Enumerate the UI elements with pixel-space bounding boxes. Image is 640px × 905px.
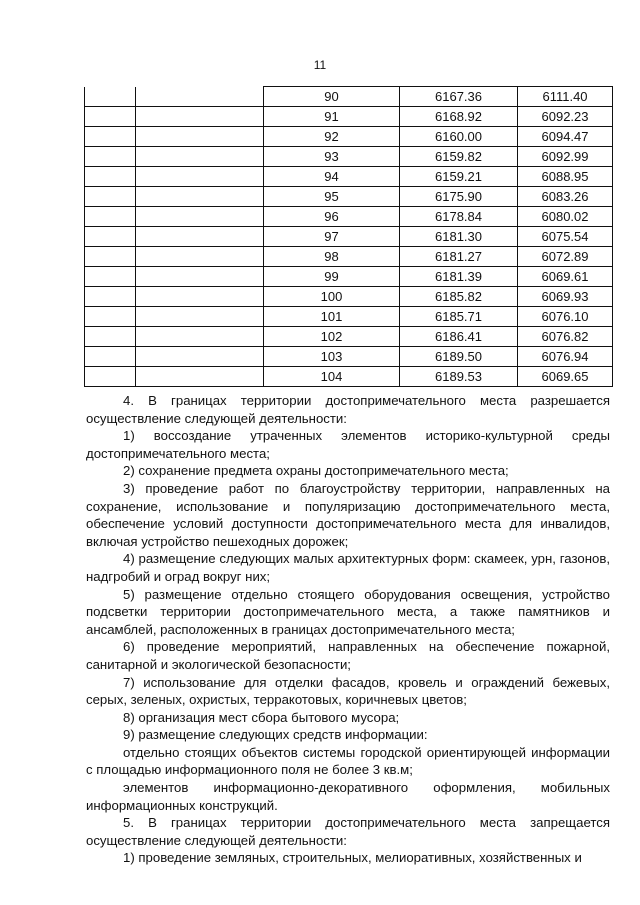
point-number-cell: 103 — [264, 347, 400, 367]
x-coordinate-cell: 6168.92 — [400, 107, 518, 127]
x-coordinate-cell: 6189.53 — [400, 367, 518, 387]
point-number-cell: 97 — [264, 227, 400, 247]
table-row — [85, 167, 613, 187]
empty-cell — [85, 107, 136, 127]
x-coordinate-cell: 6181.30 — [400, 227, 518, 247]
x-coordinate-cell: 6159.21 — [400, 167, 518, 187]
empty-cell — [85, 207, 136, 227]
y-coordinate-cell: 6076.82 — [518, 327, 613, 347]
empty-cell — [136, 167, 264, 187]
empty-cell — [85, 267, 136, 287]
paragraph: 5) размещение отдельно стоящего оборудования освещения, устройство подсветки территории достопримечательного места, а также памятников и ансамблей, расположенных в границах достопримечательного места; — [86, 586, 610, 637]
y-coordinate-cell: 6088.95 — [518, 167, 613, 187]
y-coordinate-cell: 6080.02 — [518, 207, 613, 227]
empty-cell — [85, 367, 136, 387]
empty-cell — [136, 327, 264, 347]
empty-cell — [136, 287, 264, 307]
point-number-cell: 90 — [264, 87, 400, 107]
empty-cell — [136, 367, 264, 387]
x-coordinate-cell: 6186.41 — [400, 327, 518, 347]
y-coordinate-cell: 6076.94 — [518, 347, 613, 367]
x-coordinate-cell: 6175.90 — [400, 187, 518, 207]
empty-cell — [85, 307, 136, 327]
point-number-cell: 95 — [264, 187, 400, 207]
paragraph: 1) проведение земляных, строительных, мелиоративных, хозяйственных и — [123, 850, 582, 866]
point-number-cell: 94 — [264, 167, 400, 187]
empty-cell — [85, 287, 136, 307]
empty-cell — [136, 127, 264, 147]
y-coordinate-cell: 6069.65 — [518, 367, 613, 387]
paragraph: 9) размещение следующих средств информации: — [123, 727, 428, 743]
empty-cell — [136, 207, 264, 227]
empty-cell — [136, 247, 264, 267]
y-coordinate-cell: 6111.40 — [518, 87, 613, 107]
paragraph: 8) организация мест сбора бытового мусора; — [123, 709, 400, 725]
empty-cell — [136, 107, 264, 127]
x-coordinate-cell: 6181.27 — [400, 247, 518, 267]
table-row — [85, 107, 613, 127]
empty-cell — [136, 87, 264, 107]
point-number-cell: 99 — [264, 267, 400, 287]
empty-cell — [136, 347, 264, 367]
point-number-cell: 101 — [264, 307, 400, 327]
paragraph: 1) воссоздание утраченных элементов историко-культурной среды достопримечательного места; — [86, 428, 610, 461]
table-row — [85, 187, 613, 207]
empty-cell — [85, 327, 136, 347]
empty-cell — [85, 147, 136, 167]
table-row — [85, 207, 613, 227]
table-row — [85, 367, 613, 387]
table-row — [85, 247, 613, 267]
paragraph: элементов информационно-декоративного оформления, мобильных информационных конструкций. — [86, 780, 610, 813]
coordinates-table — [84, 86, 613, 387]
x-coordinate-cell: 6181.39 — [400, 267, 518, 287]
point-number-cell: 100 — [264, 287, 400, 307]
y-coordinate-cell: 6072.89 — [518, 247, 613, 267]
paragraph: 4. В границах территории достопримечательного места разрешается осуществление следующей деятельности: — [86, 393, 610, 426]
empty-cell — [85, 127, 136, 147]
table-row — [85, 287, 613, 307]
document-text — [86, 392, 610, 867]
empty-cell — [136, 147, 264, 167]
empty-cell — [136, 187, 264, 207]
table-row — [85, 227, 613, 247]
coordinates-table-body — [85, 87, 613, 387]
empty-cell — [136, 307, 264, 327]
point-number-cell: 104 — [264, 367, 400, 387]
paragraph: 7) использование для отделки фасадов, кровель и ограждений бежевых, серых, зеленых, охристых, терракотовых, коричневых цветов; — [86, 674, 610, 708]
empty-cell — [136, 267, 264, 287]
table-row — [85, 147, 613, 167]
x-coordinate-cell: 6159.82 — [400, 147, 518, 167]
table-row — [85, 127, 613, 147]
empty-cell — [85, 187, 136, 207]
page-number: 11 — [313, 58, 327, 72]
paragraph: 3) проведение работ по благоустройству территории, направленных на сохранение, использование и популяризацию достопримечательного места, обеспечение условий доступности достопримечательного места для инвалидов, включая устройство пешеходных дорожек; — [86, 480, 610, 549]
y-coordinate-cell: 6075.54 — [518, 227, 613, 247]
table-row — [85, 87, 613, 107]
paragraph: 5. В границах территории достопримечательного места запрещается осуществление следующей деятельности: — [86, 815, 610, 848]
point-number-cell: 92 — [264, 127, 400, 147]
paragraph: 6) проведение мероприятий, направленных на обеспечение пожарной, санитарной и экологической безопасности; — [86, 639, 610, 672]
point-number-cell: 91 — [264, 107, 400, 127]
x-coordinate-cell: 6185.82 — [400, 287, 518, 307]
empty-cell — [85, 167, 136, 187]
y-coordinate-cell: 6092.99 — [518, 147, 613, 167]
empty-cell — [85, 347, 136, 367]
x-coordinate-cell: 6160.00 — [400, 127, 518, 147]
y-coordinate-cell: 6094.47 — [518, 127, 613, 147]
empty-cell — [136, 227, 264, 247]
y-coordinate-cell: 6069.61 — [518, 267, 613, 287]
empty-cell — [85, 247, 136, 267]
point-number-cell: 102 — [264, 327, 400, 347]
x-coordinate-cell: 6189.50 — [400, 347, 518, 367]
y-coordinate-cell: 6076.10 — [518, 307, 613, 327]
point-number-cell: 96 — [264, 207, 400, 227]
empty-cell — [85, 227, 136, 247]
table-row — [85, 307, 613, 327]
x-coordinate-cell: 6167.36 — [400, 87, 518, 107]
table-row — [85, 347, 613, 367]
x-coordinate-cell: 6185.71 — [400, 307, 518, 327]
table-row — [85, 327, 613, 347]
y-coordinate-cell: 6092.23 — [518, 107, 613, 127]
y-coordinate-cell: 6069.93 — [518, 287, 613, 307]
point-number-cell: 93 — [264, 147, 400, 167]
paragraph: отдельно стоящих объектов системы городской ориентирующей информации с площадью информационного поля не более 3 кв.м; — [86, 744, 610, 778]
empty-cell — [85, 87, 136, 107]
y-coordinate-cell: 6083.26 — [518, 187, 613, 207]
table-row — [85, 267, 613, 287]
paragraph: 2) сохранение предмета охраны достопримечательного места; — [123, 463, 509, 479]
paragraph: 4) размещение следующих малых архитектурных форм: скамеек, урн, газонов, надгробий и оград вокруг них; — [86, 551, 610, 584]
point-number-cell: 98 — [264, 247, 400, 267]
x-coordinate-cell: 6178.84 — [400, 207, 518, 227]
